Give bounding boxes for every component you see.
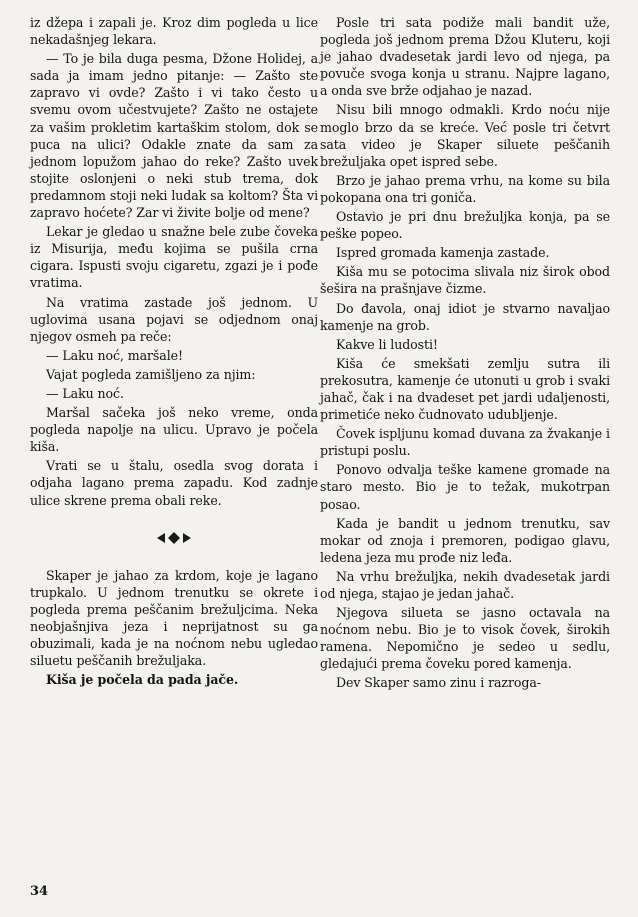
paragraph: Kiša je počela da pada jače. xyxy=(46,672,239,688)
paragraph: Vajat pogleda zamišljeno za njim: xyxy=(46,366,256,382)
paragraph: iz džepa i zapali je. Kroz dim pogleda u lice nekadašnjeg lekara. xyxy=(30,15,318,48)
paragraph: Kiša će smekšati zemlju sutra ili prekosutra, kamenje će utonuti u grob i svaki jahač, čak i na dvadeset pet jardi udaljenosti, primetiće neko čudnovato udubljenje. xyxy=(320,355,610,423)
paragraph: — Laku noć, maršale! xyxy=(46,347,183,363)
paragraph: Na vrhu brežuljka, nekih dvadesetak jardi od njega, stajao je jedan jahač. xyxy=(320,568,610,601)
paragraph: Dev Skaper samo zinu i razroga- xyxy=(336,675,541,691)
section-ornament xyxy=(30,531,318,545)
paragraph: Brzo je jahao prema vrhu, na kome su bila pokopana ona tri goniča. xyxy=(320,172,610,205)
paragraph: Čovek ispljunu komad duvana za žvakanje i pristupi poslu. xyxy=(320,426,610,459)
paragraph: — Laku noć. xyxy=(46,385,124,401)
paragraph: Kada je bandit u jednom trenutku, sav mokar od znoja i premoren, podigao glavu, ledena jeza mu prođe niz leđa. xyxy=(320,515,610,565)
paragraph: Kakve li ludosti! xyxy=(336,336,438,352)
left-paragraphs-after xyxy=(30,567,318,689)
paragraph: Na vratima zastade još jednom. U uglovima usana pojavi se odjednom onaj njegov osmeh pa reče: xyxy=(30,294,318,344)
paragraph: Maršal sačeka još neko vreme, onda pogleda napolje na ulicu. Upravo je počela kiša. xyxy=(30,405,318,455)
right-column xyxy=(320,14,610,694)
paragraph: Njegova silueta se jasno octavala na noćnom nebu. Bio je to visok čovek, širokih ramena. Nepomično je sedeo u sedlu, gledajući prema čoveku pored kamenja. xyxy=(320,605,610,672)
paragraph: Ispred gromada kamenja zastade. xyxy=(336,245,550,261)
paragraph: Ponovo odvalja teške kamene gromade na staro mesto. Bio je to težak, mukotrpan posao. xyxy=(320,462,610,512)
page-number: 34 xyxy=(30,884,49,899)
left-column xyxy=(30,14,318,690)
paragraph: Kiša mu se potocima slivala niz širok obod šešira na prašnjave čizme. xyxy=(320,264,610,297)
paragraph: Posle tri sata podiže mali bandit uže, pogleda još jednom prema Džou Kluteru, koji je jahao dvadesetak jardi levo od njega, pa povuče svoga konja u stranu. Najpre lagano, a onda sve brže odjahao je nazad. xyxy=(320,15,610,99)
left-paragraphs-before xyxy=(30,14,318,509)
paragraph: Skaper je jahao za krdom, koje je lagano trupkalo. U jednom trenutku se okrete i pogleda prema peščanim brežuljcima. Neka neobjašnjiva jeza i neprijatnost su ga obuzimali, kada je na noćnom nebu ugledao siluetu peščanih brežuljaka. xyxy=(30,567,318,669)
paragraph: Ostavio je pri dnu brežuljka konja, pa se peške popeo. xyxy=(320,209,610,242)
diamond-arrows-ornament-icon xyxy=(157,532,191,544)
paragraph: Lekar je gledao u snažne bele zube čoveka iz Misurija, među kojima se pušila crna cigara. Ispusti svoju cigaretu, zgazi je i pođe vratima. xyxy=(30,224,318,291)
paragraph: Do đavola, onaj idiot je stvarno navaljao kamenje na grob. xyxy=(320,300,610,333)
paragraph: Vrati se u štalu, osedla svog dorata i odjaha lagano prema zapadu. Kod zadnje ulice skrene prema obali reke. xyxy=(30,458,318,508)
paragraph: Nisu bili mnogo odmakli. Krdo noću nije moglo brzo da se kreće. Već posle tri četvrt sata video je Skaper siluete peščanih brežuljaka opet ispred sebe. xyxy=(320,102,610,169)
paragraph: — To je bila duga pesma, Džone Holidej, a sada ja imam jedno pitanje: — Zašto ste zapravo vi ovde? Zašto i vi tako često u svemu ovom učestvujete? Zašto ne ostajete za vašim prokletim kartaškim stolom, dok se puca na ulici? Odakle znate da sam za jednom lopužom jahao do reke? Zašto uvek stojite oslonjeni o neki stub trema, dok predamnom stoji neki ludak sa koltom? Šta vi zapravo hoćete? Zar vi živite bolje od mene? xyxy=(30,51,318,221)
